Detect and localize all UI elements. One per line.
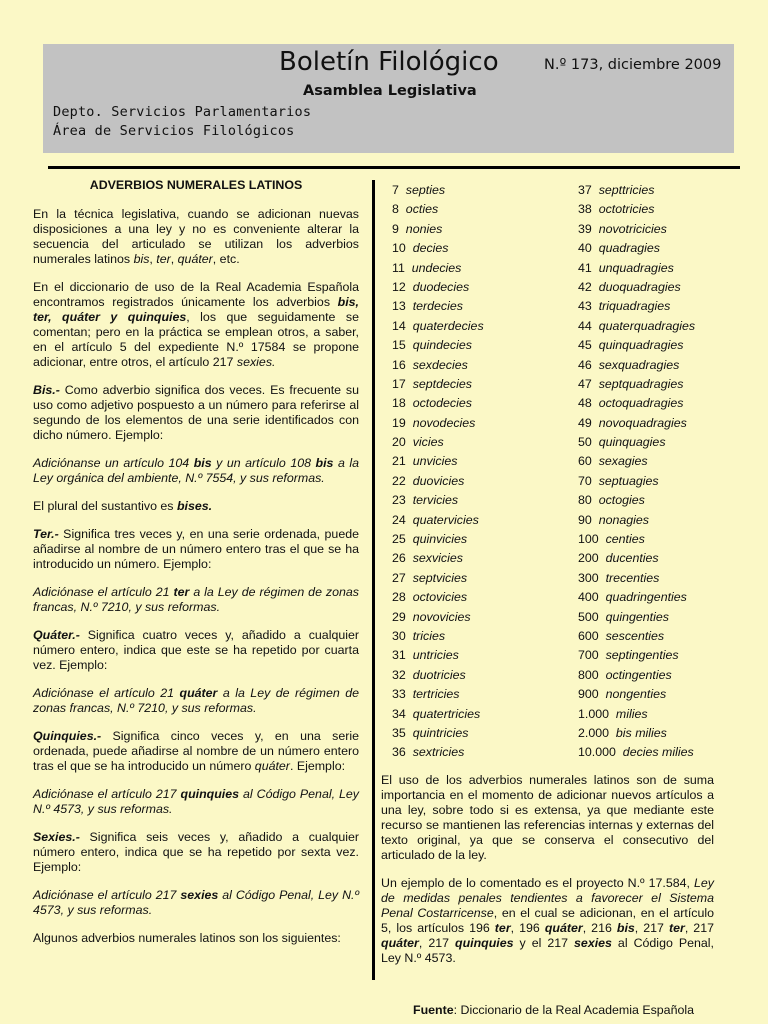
numeral-number: 8 — [392, 202, 399, 217]
numeral-row — [392, 627, 732, 646]
numeral-entry — [578, 530, 645, 549]
numeral-entry — [392, 646, 459, 665]
numeral-number: 22 — [392, 473, 406, 488]
numeral-number: 36 — [392, 745, 406, 760]
bulletin-subtitle: Asamblea Legislativa — [303, 83, 477, 99]
source-label: Fuente — [413, 1003, 454, 1017]
numeral-number: 800 — [578, 667, 599, 682]
numeral-entry — [392, 375, 472, 394]
numeral-adverb: decies milies — [622, 745, 694, 760]
numeral-adverb: sexvicies — [412, 551, 463, 566]
numeral-entry — [578, 685, 666, 704]
numeral-adverb: ducenties — [605, 551, 659, 566]
numeral-entry — [392, 220, 442, 239]
numeral-adverb: octingenties — [605, 667, 672, 682]
numeral-adverb: duodecies — [412, 279, 470, 294]
numeral-adverb: quadringenties — [605, 590, 687, 605]
numeral-entry — [578, 646, 679, 665]
numeral-entry — [392, 569, 467, 588]
numeral-row — [392, 724, 732, 743]
numeral-row — [392, 433, 732, 452]
numeral-adverb: quatertricies — [412, 706, 481, 721]
left-column — [33, 178, 359, 959]
numeral-entry — [392, 627, 445, 646]
numeral-row — [392, 356, 732, 375]
numeral-adverb: septvicies — [412, 570, 468, 585]
numeral-row — [392, 608, 732, 627]
numeral-adverb: nonagies — [598, 512, 649, 527]
numeral-entry — [392, 452, 457, 471]
numeral-number: 35 — [392, 725, 406, 740]
numeral-adverb: novoquadragies — [598, 415, 687, 430]
numeral-entry — [392, 743, 464, 762]
numeral-row — [392, 491, 732, 510]
numeral-adverb: trecenties — [605, 570, 660, 585]
numeral-number: 44 — [578, 318, 592, 333]
numeral-number: 90 — [578, 512, 592, 527]
numeral-number: 42 — [578, 279, 592, 294]
numeral-entry — [578, 394, 683, 413]
numeral-row — [392, 394, 732, 413]
numeral-number: 19 — [392, 415, 406, 430]
numeral-adverb: novotricicies — [598, 221, 667, 236]
numeral-entry — [578, 200, 654, 219]
numeral-number: 200 — [578, 551, 599, 566]
numeral-number: 25 — [392, 532, 406, 547]
numeral-adverb: quatervicies — [412, 512, 479, 527]
numeral-adverb: quaterquadragies — [598, 318, 696, 333]
numeral-row — [392, 317, 732, 336]
numeral-number: 27 — [392, 570, 406, 585]
numeral-entry — [578, 414, 687, 433]
numeral-number: 60 — [578, 454, 592, 469]
numeral-number: 80 — [578, 493, 592, 508]
numeral-number: 45 — [578, 338, 592, 353]
numeral-adverb: untricies — [412, 648, 459, 663]
numeral-adverb: terdecies — [412, 299, 463, 314]
numeral-entry — [392, 317, 484, 336]
numeral-entry — [578, 491, 645, 510]
numeral-entry — [578, 588, 687, 607]
numeral-adverb: triquadragies — [598, 299, 671, 314]
numeral-entry — [578, 220, 667, 239]
numeral-adverb: septuagies — [598, 473, 659, 488]
numeral-number: 700 — [578, 648, 599, 663]
numeral-adverb: quadragies — [598, 241, 660, 256]
numeral-adverb: unvicies — [412, 454, 458, 469]
numeral-adverb: unquadragies — [598, 260, 674, 275]
numeral-entry — [578, 336, 683, 355]
numeral-entry — [578, 297, 670, 316]
paragraph-bis: Bis.- Como adverbio significa dos veces. Es frecuente su uso como adjetivo pospuesto a un número para referirse al segundo de los elementos de una serie identificados con dicho número. Ejemplo: — [33, 383, 359, 442]
numeral-entry — [392, 530, 467, 549]
numeral-adverb: octogies — [598, 493, 645, 508]
numeral-number: 32 — [392, 667, 406, 682]
example-quater: Adiciónase el artículo 21 quáter a la Ley de régimen de zonas francas, N.º 7210, y sus reformas. — [33, 686, 359, 715]
numeral-entry — [392, 724, 468, 743]
numeral-row — [392, 705, 732, 724]
numeral-entry — [578, 278, 681, 297]
numeral-adverb: vicies — [412, 435, 444, 450]
numeral-row — [392, 375, 732, 394]
numeral-entry — [392, 705, 480, 724]
numerals-table — [392, 181, 732, 763]
numeral-row — [392, 278, 732, 297]
paragraph-list-intro: Algunos adverbios numerales latinos son los siguientes: — [33, 931, 341, 945]
numeral-entry — [578, 666, 672, 685]
numeral-entry — [578, 317, 695, 336]
numeral-number: 11 — [392, 260, 405, 275]
bulletin-title: Boletín Filológico — [279, 47, 499, 77]
example-quinquies: Adiciónase el artículo 217 quinquies al Código Penal, Ley N.º 4573, y sus reformas. — [33, 787, 359, 816]
numeral-adverb: nonies — [405, 221, 443, 236]
numeral-number: 12 — [392, 279, 406, 294]
numeral-number: 13 — [392, 299, 406, 314]
numeral-entry — [392, 608, 471, 627]
numeral-entry — [578, 511, 649, 530]
numeral-adverb: sextricies — [412, 745, 465, 760]
numeral-adverb: octotricies — [598, 202, 655, 217]
numeral-adverb: novodecies — [412, 415, 476, 430]
numeral-entry — [392, 433, 444, 452]
paragraph-ter: Ter.- Significa tres veces y, en una serie ordenada, puede añadirse al nombre de un número entero tras el que se ha introducido un número. Ejemplo: — [33, 527, 359, 571]
paragraph-intro: En la técnica legislativa, cuando se adicionan nuevas disposiciones a una ley y no es conveniente alterar la secuencia del articulado se utilizan los adverbios numerales latinos bis, ter, quáter, etc. — [33, 207, 359, 266]
numeral-adverb: sexquadragies — [598, 357, 680, 372]
numeral-number: 400 — [578, 590, 599, 605]
numeral-adverb: octovicies — [412, 590, 468, 605]
numeral-entry — [578, 472, 659, 491]
numeral-entry — [578, 181, 654, 200]
numeral-number: 38 — [578, 202, 592, 217]
numeral-number: 2.000 — [578, 725, 610, 740]
numeral-row — [392, 646, 732, 665]
numeral-entry — [392, 297, 463, 316]
numeral-number: 33 — [392, 687, 406, 702]
numeral-adverb: sexagies — [598, 454, 648, 469]
numeral-adverb: septies — [405, 183, 446, 197]
numeral-entry — [578, 705, 648, 724]
numeral-number: 500 — [578, 609, 599, 624]
numeral-number: 49 — [578, 415, 592, 430]
numeral-number: 7 — [392, 183, 399, 197]
numeral-number: 31 — [392, 648, 406, 663]
numeral-entry — [578, 433, 666, 452]
numeral-adverb: octodecies — [412, 396, 472, 411]
numeral-adverb: septdecies — [412, 376, 472, 391]
numeral-adverb: quinquadragies — [598, 338, 684, 353]
numeral-row — [392, 181, 732, 200]
paragraph-ejemplo: Un ejemplo de lo comentado es el proyecto N.º 17.584, Ley de medidas penales tendientes a favorecer el Sistema Penal Costarricense, en el cual se adicionan, en el artículo 5, los artículos 196 ter, 196 quáter, 216 bis, 217 ter, 217 quáter, 217 quinquies y el 217 sexies al Código Penal, Ley N.º 4573. — [381, 876, 714, 965]
numeral-adverb: quintricies — [412, 725, 469, 740]
numeral-number: 34 — [392, 706, 406, 721]
numeral-number: 30 — [392, 628, 406, 643]
numeral-number: 15 — [392, 338, 406, 353]
numeral-entry — [578, 239, 660, 258]
numeral-entry — [392, 394, 472, 413]
numeral-number: 29 — [392, 609, 406, 624]
numeral-number: 10.000 — [578, 745, 616, 760]
numeral-number: 41 — [578, 260, 592, 275]
numeral-adverb: tricies — [412, 628, 446, 643]
right-column-text — [381, 773, 714, 979]
masthead — [43, 44, 734, 153]
numeral-row — [392, 259, 732, 278]
numeral-number: 14 — [392, 318, 406, 333]
numeral-number: 37 — [578, 183, 592, 197]
numeral-entry — [392, 336, 472, 355]
numeral-adverb: sescenties — [605, 628, 665, 643]
paragraph-quater: Quáter.- Significa cuatro veces y, añadido a cualquier número entero, indica que este se ha repetido por cuarta vez. Ejemplo: — [33, 628, 359, 672]
numeral-entry — [392, 511, 479, 530]
numeral-number: 40 — [578, 241, 592, 256]
numeral-row — [392, 666, 732, 685]
numeral-entry — [578, 627, 664, 646]
numeral-row — [392, 685, 732, 704]
numeral-number: 300 — [578, 570, 599, 585]
numeral-number: 20 — [392, 435, 406, 450]
issue-number: N.º 173, diciembre 2009 — [544, 57, 722, 73]
numeral-row — [392, 588, 732, 607]
numeral-entry — [578, 569, 659, 588]
numeral-adverb: sexdecies — [412, 357, 468, 372]
numeral-number: 46 — [578, 357, 592, 372]
numeral-row — [392, 511, 732, 530]
numeral-entry — [392, 472, 464, 491]
numeral-number: 600 — [578, 628, 599, 643]
numeral-number: 50 — [578, 435, 592, 450]
numeral-number: 21 — [392, 454, 406, 469]
numeral-entry — [578, 356, 679, 375]
numeral-entry — [392, 181, 445, 200]
column-divider — [372, 180, 375, 980]
numeral-number: 24 — [392, 512, 406, 527]
numeral-adverb: nongenties — [605, 687, 667, 702]
numeral-entry — [392, 549, 463, 568]
numeral-entry — [392, 491, 458, 510]
numeral-row — [392, 200, 732, 219]
numeral-entry — [578, 375, 683, 394]
paragraph-bises: El plural del sustantivo es bises. — [33, 499, 213, 513]
numeral-entry — [392, 588, 467, 607]
numeral-adverb: tertricies — [412, 687, 460, 702]
article-heading: ADVERBIOS NUMERALES LATINOS — [89, 178, 303, 192]
numeral-number: 39 — [578, 221, 592, 236]
source-text: : Diccionario de la Real Academia Española — [453, 1003, 695, 1017]
numeral-adverb: milies — [615, 706, 648, 721]
numeral-entry — [578, 608, 669, 627]
paragraph-quinquies: Quinquies.- Significa cinco veces y, en una serie ordenada, puede añadirse al nombre de un número entero tras el que se ha introducido un número quáter. Ejemplo: — [33, 729, 359, 773]
numeral-row — [392, 239, 732, 258]
department-line: Depto. Servicios Parlamentarios — [53, 104, 312, 120]
numeral-entry — [392, 259, 461, 278]
numeral-entry — [392, 685, 460, 704]
area-line: Área de Servicios Filológicos — [53, 123, 295, 139]
numeral-number: 10 — [392, 241, 406, 256]
numeral-number: 47 — [578, 376, 592, 391]
numeral-row — [392, 336, 732, 355]
numeral-row — [392, 530, 732, 549]
numeral-number: 28 — [392, 590, 406, 605]
example-bis: Adiciónanse un artículo 104 bis y un artículo 108 bis a la Ley orgánica del ambiente, N.º 7554, y sus reformas. — [33, 456, 360, 485]
numeral-adverb: quinquagies — [598, 435, 666, 450]
numeral-row — [392, 414, 732, 433]
numeral-entry — [578, 743, 694, 762]
numeral-entry — [392, 278, 469, 297]
numeral-entry — [578, 259, 674, 278]
numeral-adverb: octies — [405, 202, 439, 217]
numeral-row — [392, 297, 732, 316]
numeral-number: 23 — [392, 493, 406, 508]
numeral-row — [392, 472, 732, 491]
numeral-adverb: septingenties — [605, 648, 679, 663]
paragraph-uso: El uso de los adverbios numerales latinos son de suma importancia en el momento de adicionar nuevos artículos a una ley, sobre todo si es extensa, ya que mediante este recurso se mantienen las referencias internas y externas del texto original, ya que se conserva el consecutivo del articulado de la ley. — [381, 773, 714, 862]
numeral-row — [392, 452, 732, 471]
paragraph-diccionario: En el diccionario de uso de la Real Academia Española encontramos registrados únicamente los adverbios bis, ter, quáter y quinquies, los que seguidamente se comentan; pero en la práctica se emplean otros, a saber, en el artículo 5 del expediente N.º 17584 se propone adicionar, entre otros, el artículo 217 sexies. — [33, 280, 359, 369]
numeral-number: 9 — [392, 221, 399, 236]
numeral-entry — [392, 414, 475, 433]
numeral-adverb: duovicies — [412, 473, 465, 488]
numeral-adverb: octoquadragies — [598, 396, 684, 411]
numeral-adverb: tervicies — [412, 493, 459, 508]
numeral-adverb: quingenties — [605, 609, 669, 624]
numeral-number: 18 — [392, 396, 406, 411]
numeral-adverb: quinvicies — [412, 532, 468, 547]
numeral-number: 17 — [392, 376, 406, 391]
numeral-entry — [578, 452, 648, 471]
numeral-entry — [392, 239, 449, 258]
numeral-adverb: decies — [412, 241, 449, 256]
numeral-row — [392, 549, 732, 568]
numeral-adverb: undecies — [411, 260, 462, 275]
numeral-number: 100 — [578, 532, 599, 547]
numeral-number: 26 — [392, 551, 406, 566]
numeral-entry — [392, 200, 438, 219]
numeral-number: 48 — [578, 396, 592, 411]
numeral-adverb: bis milies — [615, 725, 667, 740]
numeral-number: 900 — [578, 687, 599, 702]
numeral-number: 16 — [392, 357, 406, 372]
paragraph-sexies: Sexies.- Significa seis veces y, añadido a cualquier número entero, indica que se ha repetido por sexta vez. Ejemplo: — [33, 830, 359, 874]
numeral-number: 1.000 — [578, 706, 610, 721]
numeral-entry — [578, 724, 667, 743]
example-sexies: Adiciónase el artículo 217 sexies al Código Penal, Ley N.º 4573, y sus reformas. — [33, 888, 359, 917]
numeral-row — [392, 220, 732, 239]
numeral-adverb: duotricies — [412, 667, 466, 682]
numeral-row — [392, 569, 732, 588]
numeral-adverb: duoquadragies — [598, 279, 681, 294]
numeral-entry — [392, 356, 468, 375]
numeral-adverb: centies — [605, 532, 645, 547]
example-ter: Adiciónase el artículo 21 ter a la Ley de régimen de zonas francas, N.º 7210, y sus reformas. — [33, 585, 359, 614]
numeral-number: 70 — [578, 473, 592, 488]
source-footer — [413, 1003, 694, 1017]
numeral-adverb: quaterdecies — [412, 318, 484, 333]
numeral-adverb: quindecies — [412, 338, 472, 353]
numeral-entry — [392, 666, 466, 685]
header-divider — [48, 166, 740, 169]
numeral-number: 43 — [578, 299, 592, 314]
numeral-adverb: septtricies — [598, 183, 655, 197]
numeral-entry — [578, 549, 659, 568]
numeral-row — [392, 743, 732, 762]
numeral-adverb: septquadragies — [598, 376, 684, 391]
numeral-adverb: novovicies — [412, 609, 471, 624]
